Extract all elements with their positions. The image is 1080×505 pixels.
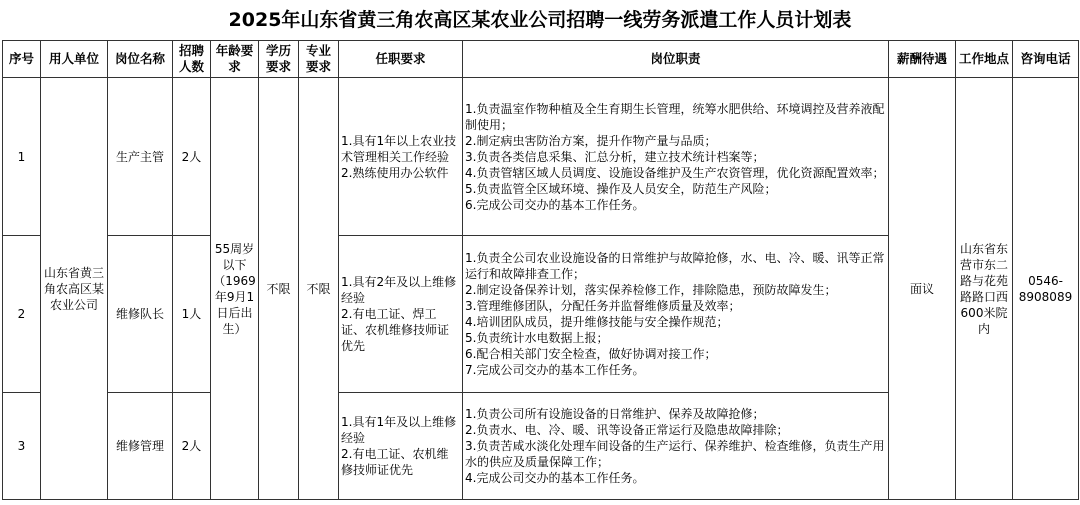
requirements-cell — [339, 236, 463, 393]
duties-cell — [463, 78, 889, 236]
duty-item: 6.完成公司交办的基本工作任务。 — [465, 197, 645, 212]
header-salary: 薪酬待遇 — [889, 41, 956, 78]
duty-item: 3.负责苦咸水淡化处理车间设备的生产运行、保养维护、检查维修，负责生产用水的供应及质量保障工作； — [465, 439, 885, 469]
row-no: 1 — [3, 78, 41, 236]
header-row — [3, 41, 1079, 78]
header-unit: 用人单位 — [41, 41, 108, 78]
header-location: 工作地点 — [956, 41, 1013, 78]
duty-item: 5.负责监管全区域环境、操作及人员安全，防范生产风险； — [465, 181, 777, 196]
duty-item: 2.制定病虫害防治方案，提升作物产量与品质； — [465, 133, 717, 148]
count-cell: 2人 — [173, 78, 211, 236]
duties-cell — [463, 236, 889, 393]
position-cell: 维修队长 — [108, 236, 173, 393]
requirement-item: 2.有电工证、焊工证、农机维修技师证优先 — [341, 307, 450, 353]
duty-item: 5.负责统计水电数据上报； — [465, 331, 609, 345]
duties-cell — [463, 393, 889, 500]
header-major: 专业要求 — [299, 41, 339, 78]
header-age: 年龄要求 — [211, 41, 259, 78]
row-no: 2 — [3, 236, 41, 393]
duty-item: 3.负责各类信息采集、汇总分析，建立技术统计档案等； — [465, 149, 765, 164]
recruitment-table — [2, 40, 1079, 500]
duty-item: 1.负责公司所有设施设备的日常维护、保养及故障抢修； — [465, 407, 765, 421]
requirement-item: 2.有电工证、农机维修技师证优先 — [341, 447, 449, 477]
requirement-item: 2.熟练使用办公软件 — [341, 165, 449, 180]
duty-item: 1.负责温室作物种植及全生育期生长管理，统筹水肥供给、环境调控及营养液配制使用； — [465, 101, 885, 132]
requirements-cell — [339, 78, 463, 236]
requirement-item: 1.具有2年及以上维修经验 — [341, 275, 457, 305]
duty-item: 4.负责管辖区域人员调度、设施设备维护及生产农资管理，优化资源配置效率； — [465, 165, 885, 180]
header-education: 学历要求 — [259, 41, 299, 78]
header-requirements: 任职要求 — [339, 41, 463, 78]
duty-item: 6.配合相关部门安全检查，做好协调对接工作； — [465, 347, 717, 361]
position-cell: 生产主管 — [108, 78, 173, 236]
table-row — [3, 78, 1079, 236]
page-title: 2025年山东省黄三角农高区某农业公司招聘一线劳务派遣工作人员计划表 — [228, 9, 852, 31]
header-no: 序号 — [3, 41, 41, 78]
duty-item: 1.负责全公司农业设施设备的日常维护与故障抢修，水、电、冷、暖、讯等正常运行和故障排查工作； — [465, 251, 885, 281]
count-cell: 2人 — [173, 393, 211, 500]
duty-item: 2.负责水、电、冷、暖、讯等设备正常运行及隐患故障排除； — [465, 423, 789, 437]
major-cell: 不限 — [299, 78, 339, 500]
requirement-item: 1.具有1年及以上维修经验 — [341, 415, 457, 445]
duty-item: 7.完成公司交办的基本工作任务。 — [465, 363, 645, 377]
education-cell: 不限 — [259, 78, 299, 500]
duty-item: 2.制定设备保养计划，落实保养检修工作，排除隐患，预防故障发生； — [465, 283, 837, 297]
location-cell: 山东省东营市东二路与花苑路路口西600米院内 — [956, 78, 1013, 500]
phone-cell: 0546-8908089 — [1013, 78, 1079, 500]
requirements-cell — [339, 393, 463, 500]
header-duties: 岗位职责 — [463, 41, 889, 78]
requirement-item: 1.具有1年以上农业技术管理相关工作经验 — [341, 133, 457, 164]
header-phone: 咨询电话 — [1013, 41, 1079, 78]
unit-cell: 山东省黄三角农高区某农业公司 — [41, 78, 108, 500]
count-cell: 1人 — [173, 236, 211, 393]
header-position: 岗位名称 — [108, 41, 173, 78]
header-count: 招聘人数 — [173, 41, 211, 78]
duty-item: 4.培训团队成员，提升维修技能与安全操作规范； — [465, 315, 729, 329]
position-cell: 维修管理 — [108, 393, 173, 500]
duty-item: 4.完成公司交办的基本工作任务。 — [465, 471, 645, 485]
row-no: 3 — [3, 393, 41, 500]
salary-cell: 面议 — [889, 78, 956, 500]
age-cell: 55周岁以下（1969年9月1日后出生） — [211, 78, 259, 500]
duty-item: 3.管理维修团队，分配任务并监督维修质量及效率； — [465, 299, 741, 313]
